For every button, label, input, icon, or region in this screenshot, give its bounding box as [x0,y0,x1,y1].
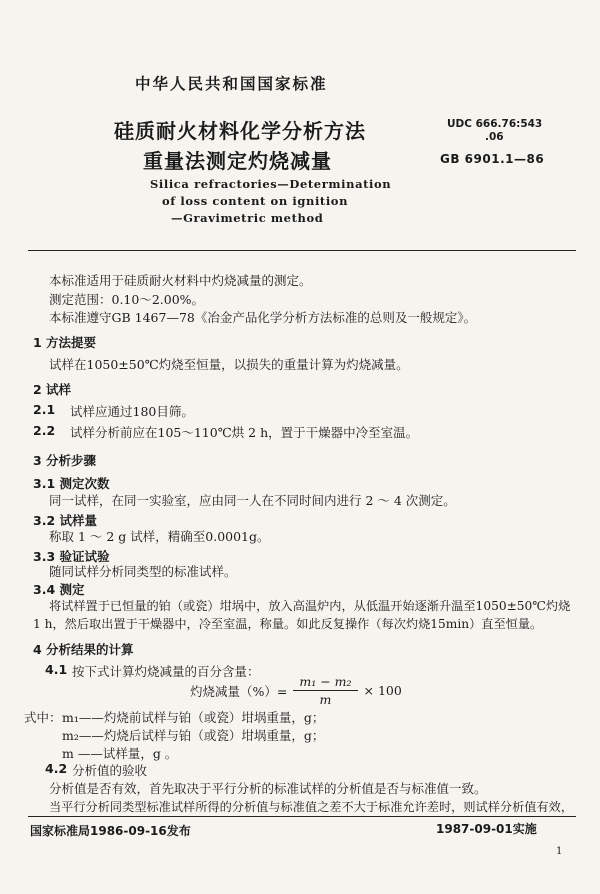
udc-code: UDC 666.76:543 [447,118,543,130]
formula-lhs: 灼烧减量（%）= [190,683,288,699]
header-divider [28,250,576,251]
footer-divider [28,816,576,817]
scope-text: 本标准适用于硅质耐火材料中灼烧减量的测定。 [49,273,312,288]
section-4-heading: 4 分析结果的计算 [33,642,134,657]
section-4-2-paragraph-1: 分析值是否有效，首先取决于平行分析的标准试样的分析值是否与标准值一致。 [49,781,487,796]
loss-on-ignition-formula [190,674,402,707]
section-1-text: 试样在1050±50℃灼烧至恒量，以损失的重量计算为灼烧减量。 [49,357,409,372]
section-3-4-text-line2: 1 h，然后取出置于干燥器中，冷至室温，称量。如此反复操作（每次灼烧15min）直至恒量。 [33,617,543,631]
document-title-en-line2: of loss content on ignition [162,194,349,208]
national-standard-title: 中华人民共和国国家标准 [135,75,328,93]
variable-m-definition: m ——试样量，g 。 [62,746,178,761]
formula-fraction [293,674,357,707]
range-text: 测定范围：0.10～2.00%。 [49,292,205,307]
section-3-heading: 3 分析步骤 [33,453,97,468]
section-3-4-text-line1: 将试样置于已恒量的铂（或瓷）坩埚中，放入高温炉内，从低温开始逐渐升温至1050±50℃灼烧 [49,599,571,613]
section-3-3-heading: 3.3 验证试验 [33,549,110,564]
section-3-1-text: 同一试样，在同一实验室，应由同一人在不同时间内进行 2 ～ 4 次测定。 [49,493,456,508]
page-number: 1 [556,846,563,857]
section-1-heading: 1 方法提要 [33,335,97,350]
document-title-en-line1: Silica refractories—Determination [150,177,392,191]
section-4-2-paragraph-2: 当平行分析同类型标准试样所得的分析值与标准值之差不大于标准允许差时，则试样分析值有效， [49,800,574,814]
section-4-1-number: 4.1 [45,662,68,677]
document-title-cn-line2: 重量法测定灼烧减量 [143,149,332,173]
section-2-1-number: 2.1 [33,402,56,417]
document-title-cn-line1: 硅质耐火材料化学分析方法 [114,119,366,143]
variable-m1-definition: m₁——灼烧前试样与铂（或瓷）坩埚重量，g； [62,710,325,725]
section-3-2-heading: 3.2 试样量 [33,513,97,528]
where-label: 式中： [24,710,62,725]
section-3-4-heading: 3.4 测定 [33,582,85,597]
gb-code: GB 6901.1—86 [440,152,545,166]
formula-multiplier: × 100 [363,683,402,698]
section-2-1-text: 试样应通过180目筛。 [70,404,194,419]
section-2-heading: 2 试样 [33,382,72,397]
variable-m2-definition: m₂——灼烧后试样与铂（或瓷）坩埚重量，g； [62,728,325,743]
section-2-2-number: 2.2 [33,423,56,438]
section-4-2-number: 4.2 [45,761,68,776]
section-3-2-text: 称取 1 ～ 2 g 试样，精确至0.0001g。 [49,529,270,544]
udc-code-continuation: .06 [485,131,504,143]
section-2-2-text: 试样分析前应在105～110℃烘 2 h，置于干燥器中冷至室温。 [70,425,419,440]
section-3-3-text: 随同试样分析同类型的标准试样。 [49,564,237,579]
issue-date: 国家标准局1986-09-16发布 [30,824,191,838]
compliance-text: 本标准遵守GB 1467—78《冶金产品化学分析方法标准的总则及一般规定》。 [49,310,477,325]
effective-date: 1987-09-01实施 [436,822,537,836]
section-3-1-heading: 3.1 测定次数 [33,476,110,491]
formula-denominator: m [319,692,332,707]
section-4-2-text: 分析值的验收 [72,763,148,778]
document-title-en-line3: —Gravimetric method [171,211,324,225]
section-4-1-text: 按下式计算灼烧减量的百分含量： [72,664,260,679]
formula-numerator: m₁ − m₂ [293,674,357,691]
